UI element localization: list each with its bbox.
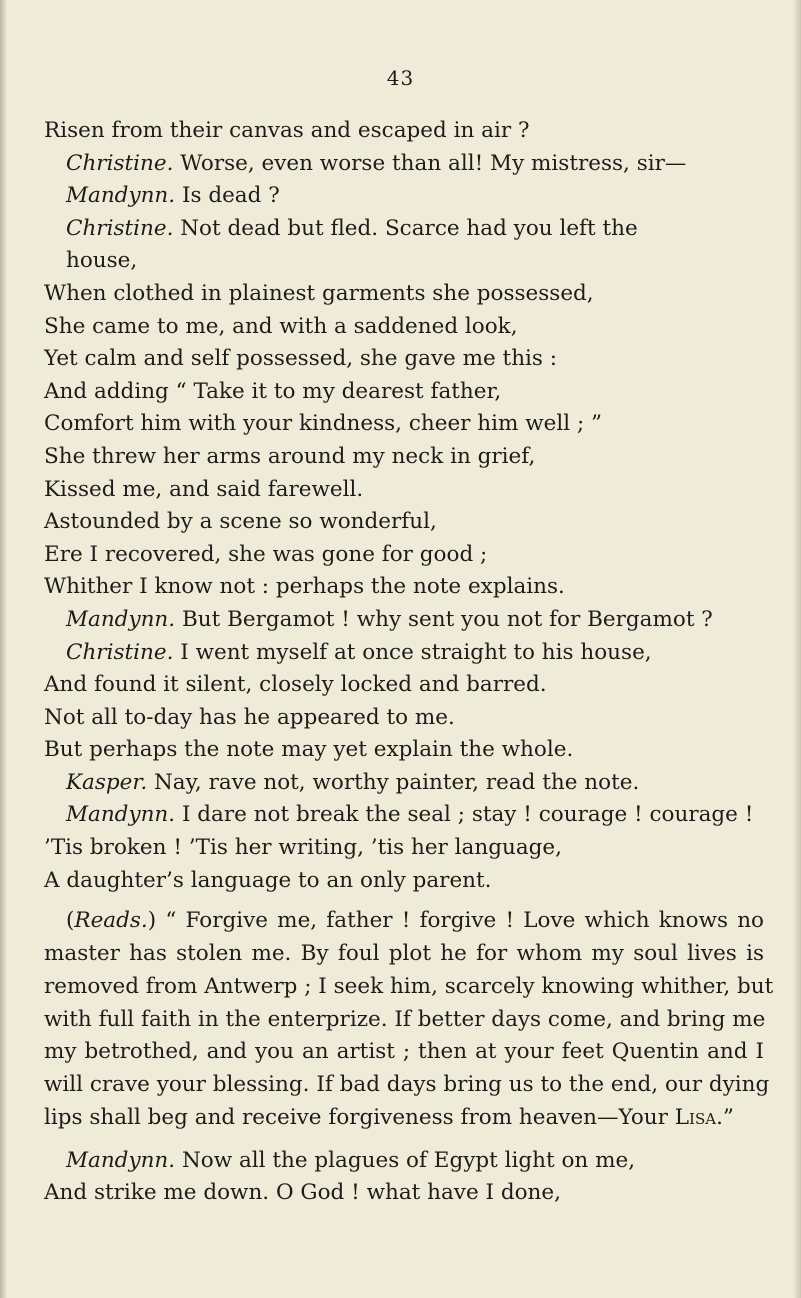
line-text: Risen from their canvas and escaped in air ? <box>44 118 530 143</box>
speaker-name: Christine. <box>66 150 174 176</box>
line-text: Not all to-day has he appeared to me. <box>44 704 455 730</box>
line-text: “ Forgive me, father ! forgive ! Love which knows no <box>156 908 764 934</box>
verse-line <box>44 506 764 539</box>
verse-line <box>44 1177 764 1210</box>
line-text: She threw her arms around my neck in grief, <box>44 443 536 469</box>
page-body <box>44 115 774 1210</box>
verse-line <box>44 669 764 702</box>
stage-direction-close: ) <box>147 908 157 934</box>
prose-line <box>44 905 764 938</box>
verse-line <box>44 799 764 832</box>
verse-line <box>44 539 764 572</box>
line-text: house, <box>66 248 138 274</box>
speaker-name: Mandynn. <box>66 802 176 828</box>
verse-line <box>44 115 764 148</box>
line-text: A daughter’s language to an only parent. <box>44 867 492 893</box>
stage-direction-open: ( <box>66 908 75 934</box>
line-text: And found it silent, closely locked and barred. <box>44 672 547 698</box>
line-text: Whither I know not : perhaps the note explains. <box>44 574 565 600</box>
line-text: my betrothed, and you an artist ; then at your feet Quentin and I <box>44 1039 764 1065</box>
line-text: Worse, even worse than all! My mistress, sir— <box>173 150 687 176</box>
verse-line <box>44 408 764 441</box>
speaker-name: Christine. <box>66 639 174 665</box>
line-text: Is dead ? <box>175 183 280 209</box>
verse-line <box>44 734 764 767</box>
page-number: 43 <box>386 66 415 90</box>
prose-line <box>44 971 774 1004</box>
verse-line <box>44 213 764 246</box>
verse-line <box>44 245 764 278</box>
line-text: lips shall beg and receive forgiveness from heaven—Your <box>44 1105 675 1131</box>
verse-line <box>44 441 764 474</box>
line-text: Astounded by a scene so wonderful, <box>44 509 437 535</box>
stage-direction: Reads. <box>74 908 148 934</box>
line-text: master has stolen me. By foul plot he for whom my soul lives is <box>44 941 764 967</box>
line-text: And adding “ Take it to my dearest father, <box>44 378 502 404</box>
letter-signature: Lisa <box>674 1105 717 1131</box>
verse-line <box>44 1145 764 1178</box>
verse-line <box>44 278 764 311</box>
verse-line <box>44 571 764 604</box>
line-text: Now all the plagues of Egypt light on me, <box>175 1147 636 1173</box>
line-text: When clothed in plainest garments she possessed, <box>44 280 594 306</box>
line-text-close: .” <box>716 1105 734 1131</box>
verse-line <box>44 376 764 409</box>
page-right-edge <box>793 0 801 1298</box>
speaker-name: Mandynn. <box>66 606 176 632</box>
verse-line <box>44 832 764 865</box>
verse-line <box>44 343 764 376</box>
verse-line <box>44 148 764 181</box>
line-text: And strike me down. O God ! what have I done, <box>44 1180 561 1206</box>
prose-line <box>44 1004 764 1037</box>
line-text: will crave your blessing. If bad days bring us to the end, our dying <box>44 1072 770 1098</box>
line-text: She came to me, and with a saddened look, <box>44 313 518 339</box>
verse-line <box>44 474 764 507</box>
line-text: But perhaps the note may yet explain the whole. <box>44 737 574 763</box>
line-text: Not dead but fled. Scarce had you left the <box>173 215 638 241</box>
verse-line <box>44 311 764 344</box>
line-text: Nay, rave not, worthy painter, read the note. <box>147 769 640 795</box>
line-text: I dare not break the seal ; stay ! courage ! courage ! <box>175 802 754 828</box>
line-text: But Bergamot ! why sent you not for Bergamot ? <box>175 606 713 632</box>
line-text: removed from Antwerp ; I seek him, scarcely knowing whither, but <box>44 973 774 999</box>
prose-line <box>44 1102 764 1135</box>
prose-line <box>44 1069 770 1102</box>
verse-line <box>44 702 764 735</box>
speaker-name: Christine. <box>66 215 174 241</box>
line-text: Comfort him with your kindness, cheer him well ; ” <box>44 411 603 437</box>
verse-line <box>44 604 764 637</box>
verse-line <box>44 180 764 213</box>
verse-line <box>44 865 764 898</box>
line-text: Ere I recovered, she was gone for good ; <box>44 541 488 567</box>
line-text: with full faith in the enterprize. If better days come, and bring me <box>44 1006 766 1032</box>
line-text: ’Tis broken ! ’Tis her writing, ’tis her language, <box>44 835 562 861</box>
verse-line <box>44 767 764 800</box>
page-left-edge <box>0 0 6 1298</box>
verse-bottom <box>44 1145 764 1210</box>
line-text: I went myself at once straight to his house, <box>173 639 652 665</box>
verse-top <box>44 115 764 897</box>
line-text: Kissed me, and said farewell. <box>44 476 364 502</box>
verse-line <box>44 637 764 670</box>
prose-line <box>44 1036 764 1069</box>
speaker-name: Mandynn. <box>66 1147 176 1173</box>
speaker-name: Kasper. <box>66 769 148 795</box>
letter-prose <box>44 905 774 1135</box>
line-text: Yet calm and self possessed, she gave me this : <box>44 346 558 372</box>
speaker-name: Mandynn. <box>66 183 176 209</box>
prose-line <box>44 938 764 971</box>
